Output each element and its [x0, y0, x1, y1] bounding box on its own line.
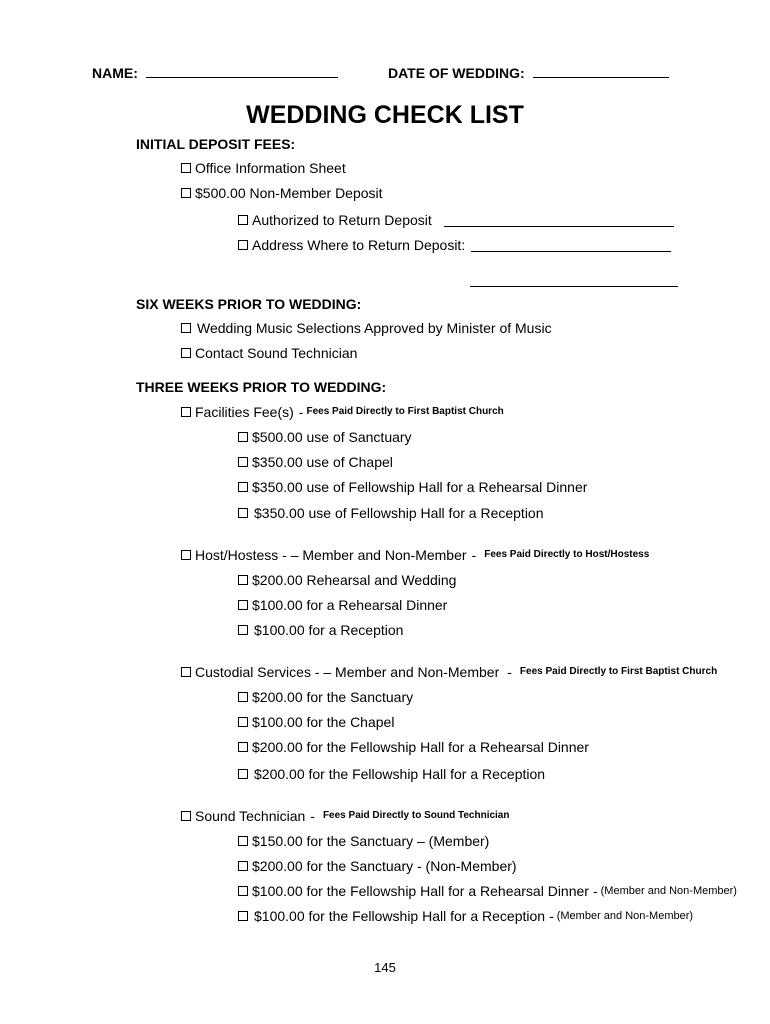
item-label: Facilities Fee(s) [195, 404, 294, 420]
item-suffix: (Member and Non-Member) [600, 884, 737, 897]
checkbox[interactable] [238, 717, 248, 727]
checklist-item-facilities[interactable] [181, 405, 504, 419]
section-heading-three-weeks: THREE WEEKS PRIOR TO WEDDING: [136, 379, 387, 395]
fee-note: Fees Paid Directly to First Baptist Church [306, 406, 504, 417]
checkbox[interactable] [238, 692, 248, 702]
item-label: $200.00 for the Sanctuary [252, 689, 414, 705]
fee-note: Fees Paid Directly to Sound Technician [322, 810, 510, 821]
checklist-subitem[interactable] [238, 506, 544, 520]
checklist-item[interactable] [181, 346, 357, 360]
checklist-subitem[interactable] [238, 455, 393, 469]
checklist-subitem[interactable] [238, 573, 456, 587]
checkbox[interactable] [238, 457, 248, 467]
checkbox[interactable] [181, 323, 191, 333]
item-label: $200.00 Rehearsal and Wedding [252, 572, 457, 588]
item-label: $100.00 for a Rehearsal Dinner [252, 597, 448, 613]
checklist-item[interactable] [181, 161, 346, 175]
item-label: $200.00 for the Fellowship Hall for a Reception [254, 766, 546, 782]
checklist-item-sound[interactable] [181, 809, 509, 823]
checkbox[interactable] [238, 861, 248, 871]
item-label: Wedding Music Selections Approved by Minister of Music [197, 320, 552, 336]
item-label: Office Information Sheet [195, 160, 346, 176]
item-label: $350.00 use of Fellowship Hall for a Reception [254, 505, 544, 521]
checkbox[interactable] [181, 348, 191, 358]
item-label: Sound Technician [195, 808, 306, 824]
checkbox[interactable] [181, 550, 191, 560]
checklist-subitem[interactable] [238, 909, 693, 923]
checkbox[interactable] [181, 667, 191, 677]
checkbox[interactable] [238, 508, 248, 518]
checkbox[interactable] [238, 742, 248, 752]
item-label: $150.00 for the Sanctuary – (Member) [252, 833, 490, 849]
checkbox[interactable] [181, 407, 191, 417]
checklist-subitem[interactable] [238, 740, 589, 754]
checkbox[interactable] [238, 625, 248, 635]
checklist-subitem[interactable] [238, 834, 489, 848]
checklist-subitem[interactable] [238, 623, 403, 637]
blank-line[interactable] [444, 214, 674, 227]
date-blank-line[interactable] [533, 77, 669, 78]
checklist-subitem[interactable] [238, 480, 587, 494]
checklist-subitem[interactable] [238, 859, 517, 873]
checklist-subitem[interactable] [238, 238, 671, 252]
item-label: $100.00 for the Fellowship Hall for a Rehearsal Dinner [252, 883, 589, 899]
dash-separator: - [549, 908, 554, 924]
checklist-subitem[interactable] [238, 715, 394, 729]
checkbox[interactable] [238, 215, 248, 225]
checkbox[interactable] [238, 600, 248, 610]
dash-separator: - [310, 808, 315, 824]
item-label: $100.00 for a Reception [254, 622, 404, 638]
section-heading-initial: INITIAL DEPOSIT FEES: [136, 136, 296, 152]
blank-line[interactable] [471, 239, 671, 252]
checklist-subitem[interactable] [238, 213, 674, 227]
section-heading-six-weeks: SIX WEEKS PRIOR TO WEDDING: [136, 296, 362, 312]
checklist-item[interactable] [181, 321, 552, 335]
checkbox[interactable] [238, 482, 248, 492]
checklist-subitem[interactable] [238, 598, 447, 612]
item-label: $350.00 use of Fellowship Hall for a Rehearsal Dinner [252, 479, 588, 495]
checklist-item[interactable] [181, 186, 383, 200]
dash-separator: - [298, 404, 304, 420]
checklist-subitem[interactable] [238, 884, 737, 898]
address-blank-line-2[interactable] [470, 274, 678, 291]
checklist-subitem[interactable] [238, 690, 413, 704]
name-label: NAME: [92, 65, 138, 81]
item-label: $200.00 for the Sanctuary - (Non-Member) [252, 858, 517, 874]
fee-note: Fees Paid Directly to First Baptist Church [519, 666, 718, 677]
page-title: WEDDING CHECK LIST [246, 101, 524, 129]
checkbox[interactable] [238, 240, 248, 250]
item-label: $500.00 use of Sanctuary [252, 429, 412, 445]
fee-note: Fees Paid Directly to Host/Hostess [484, 549, 650, 560]
checkbox[interactable] [238, 769, 248, 779]
item-label: $350.00 use of Chapel [252, 454, 393, 470]
item-label: Host/Hostess - – Member and Non-Member [195, 547, 467, 563]
checkbox[interactable] [238, 911, 248, 921]
date-of-wedding-field [388, 66, 669, 80]
checklist-item-host[interactable] [181, 548, 649, 562]
name-blank-line[interactable] [146, 77, 338, 78]
checklist-subitem[interactable] [238, 767, 545, 781]
date-of-wedding-label: DATE OF WEDDING: [388, 65, 525, 81]
checklist-item-custodial[interactable] [181, 665, 717, 679]
checkbox[interactable] [238, 886, 248, 896]
checkbox[interactable] [181, 811, 191, 821]
dash-separator: - [471, 547, 477, 563]
item-label: $200.00 for the Fellowship Hall for a Rehearsal Dinner [252, 739, 589, 755]
item-label: Address Where to Return Deposit: [252, 237, 466, 253]
dash-separator: - [592, 883, 598, 899]
checkbox[interactable] [181, 188, 191, 198]
item-label: Authorized to Return Deposit [252, 212, 432, 228]
item-label: $100.00 for the Chapel [252, 714, 395, 730]
page-number: 145 [374, 960, 396, 975]
item-suffix: (Member and Non-Member) [556, 909, 694, 922]
item-label: Contact Sound Technician [195, 345, 358, 361]
checkbox[interactable] [238, 432, 248, 442]
item-label: $100.00 for the Fellowship Hall for a Reception [254, 908, 546, 924]
checklist-subitem[interactable] [238, 430, 412, 444]
item-label: Custodial Services - – Member and Non-Member [195, 664, 500, 680]
name-field [92, 66, 338, 80]
checkbox[interactable] [238, 575, 248, 585]
checkbox[interactable] [181, 163, 191, 173]
checkbox[interactable] [238, 836, 248, 846]
item-label: $500.00 Non-Member Deposit [195, 185, 383, 201]
dash-separator: - [507, 664, 512, 680]
